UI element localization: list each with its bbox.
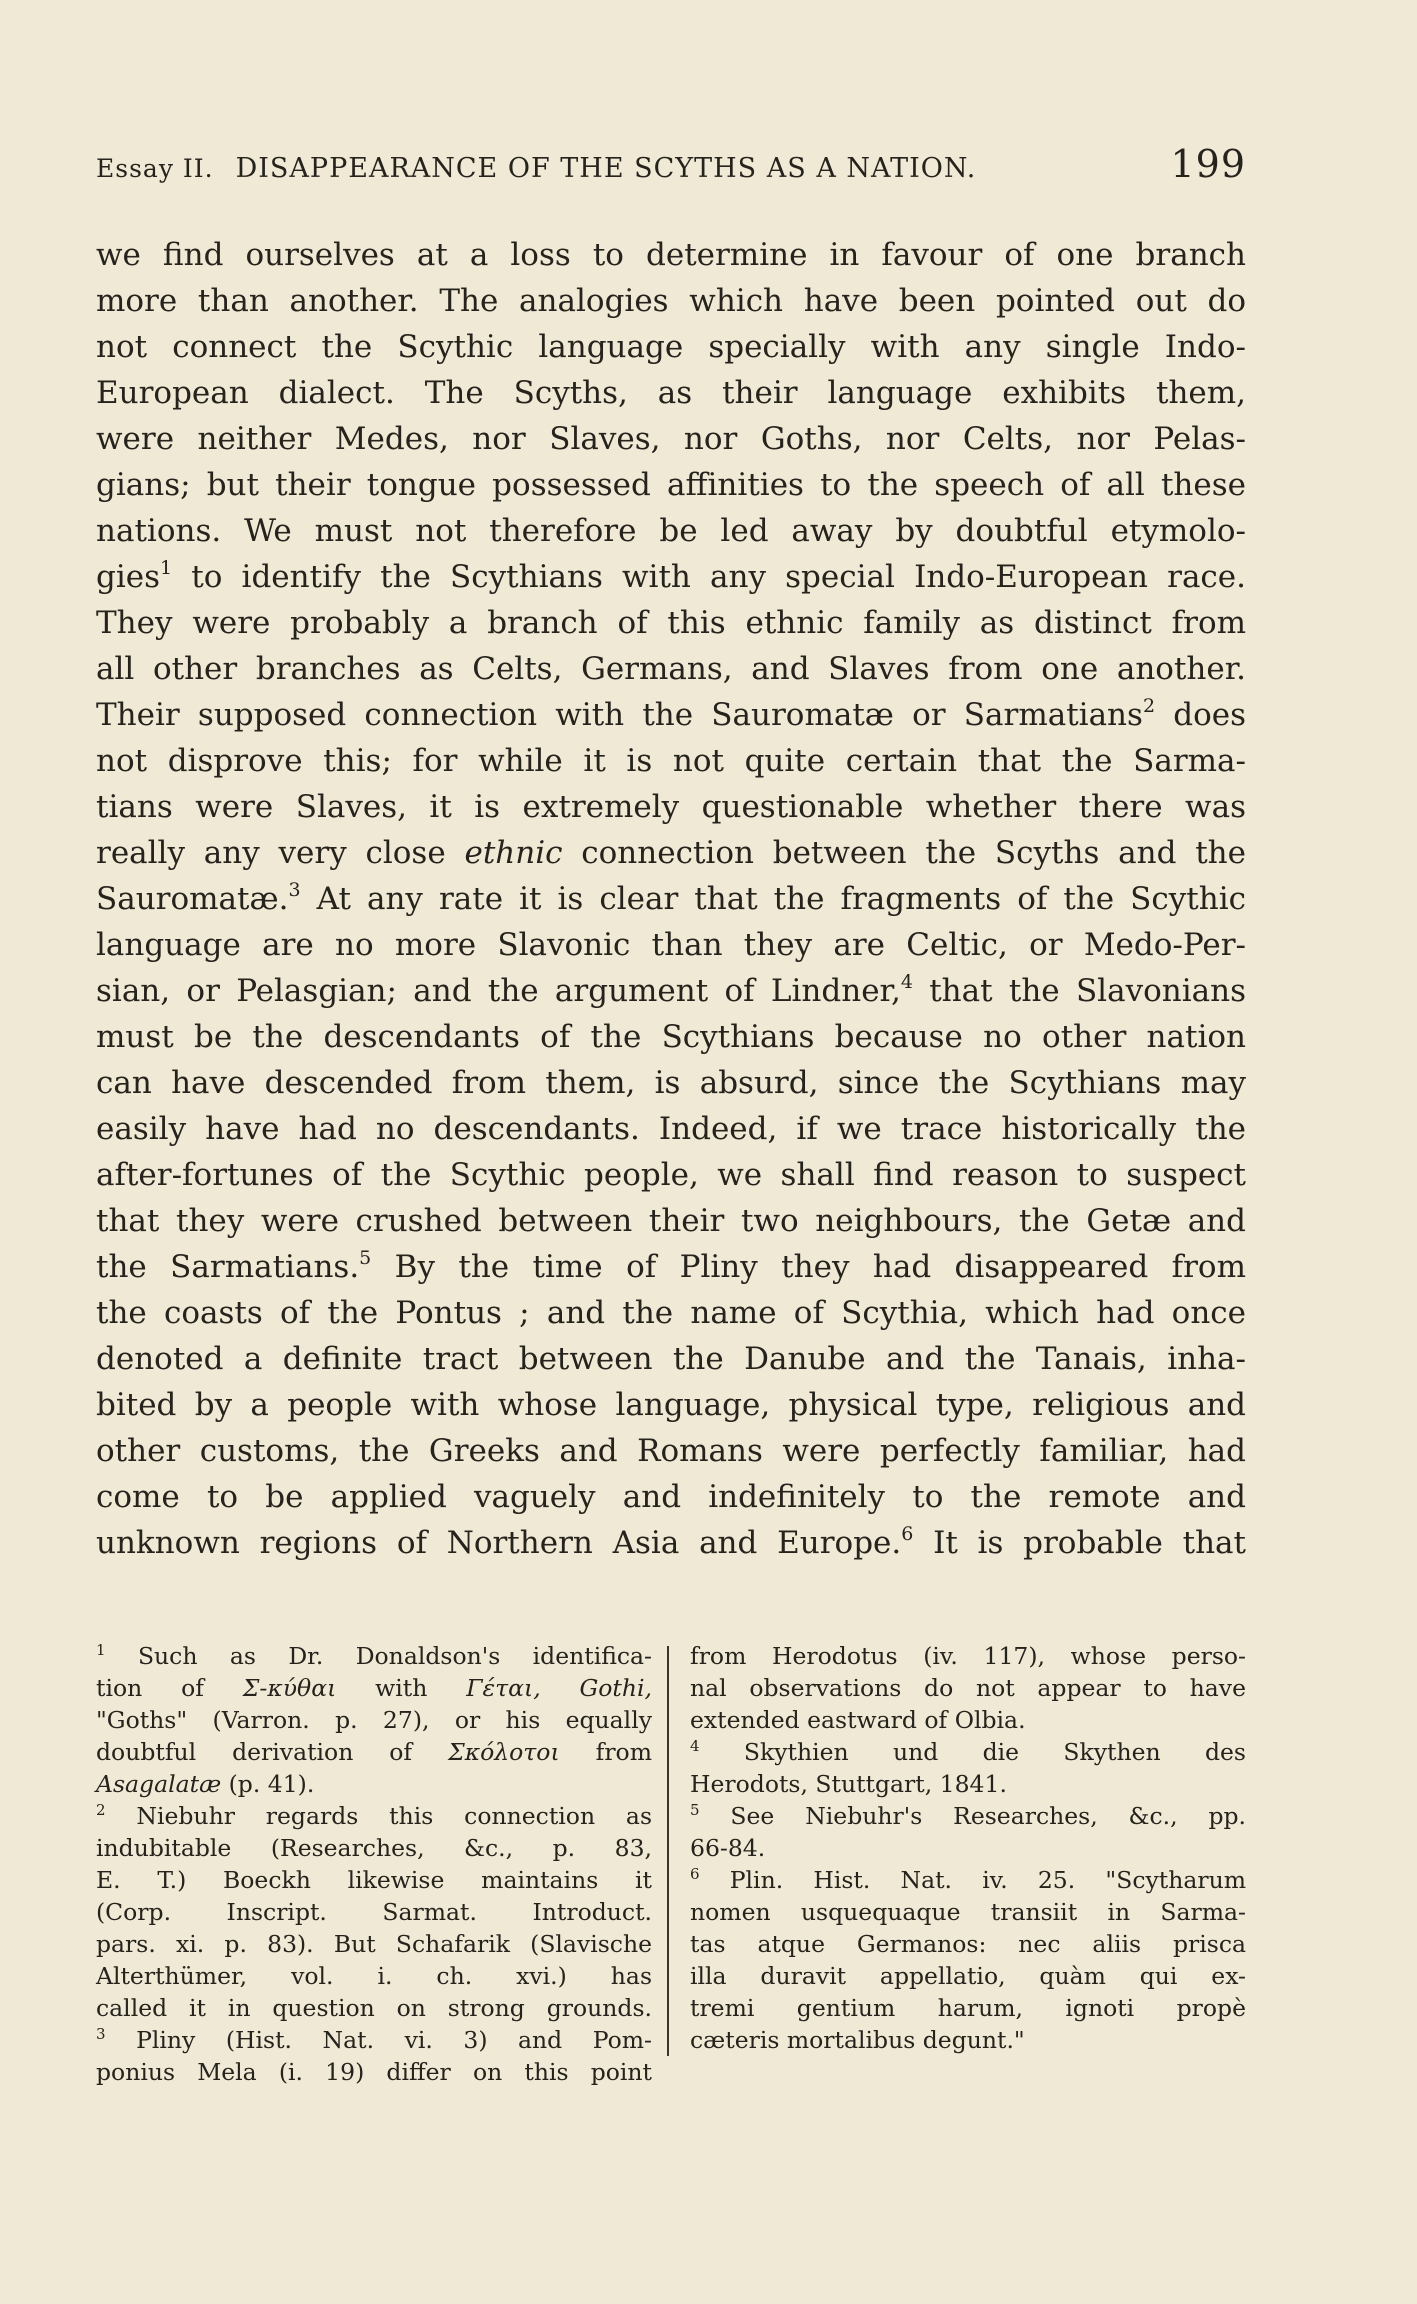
- body-line: [96, 1060, 1246, 1106]
- line-text: after-fortunes of the Scythic people, we shall find reason to suspect: [96, 1157, 1246, 1193]
- line-text-continued: that the Slavonians: [912, 973, 1246, 1009]
- italic-text: ethnic: [464, 835, 563, 871]
- footnote-line: [96, 1928, 652, 1960]
- body-line: [96, 692, 1246, 738]
- body-line: [96, 1382, 1246, 1428]
- footnote-line: [96, 1768, 652, 1800]
- line-text: indubitable (Researches, &c., p. 83,: [96, 1834, 652, 1862]
- body-line: [96, 738, 1246, 784]
- footnotes-right-column: [690, 1640, 1246, 2056]
- line-text: must be the descendants of the Scythians because no other nation: [96, 1019, 1246, 1055]
- line-text: really any very close: [96, 835, 465, 871]
- footnote-line: [96, 1864, 652, 1896]
- line-text: ponius Mela (i. 19) differ on this point: [96, 2058, 652, 2086]
- footnote-column-divider: [667, 1646, 669, 2056]
- line-text: denoted a definite tract between the Danube and the Tanais, inha-: [96, 1341, 1246, 1377]
- line-text: pars. xi. p. 83). But Schafarik (Slavische: [96, 1930, 652, 1958]
- body-line: [96, 1428, 1246, 1474]
- body-line: [96, 324, 1246, 370]
- line-text: Herodots, Stuttgart, 1841.: [690, 1770, 1007, 1798]
- footnote-marker: 1: [96, 1641, 106, 1659]
- footnote-line: [690, 1864, 1246, 1896]
- footnote-line: [690, 1896, 1246, 1928]
- italic-text: Asagalatæ: [96, 1770, 222, 1798]
- body-line: [96, 830, 1246, 876]
- footnote-line: [96, 1896, 652, 1928]
- body-line: [96, 278, 1246, 324]
- footnote-line: [690, 1640, 1246, 1672]
- body-line: [96, 1014, 1246, 1060]
- footnote-line: [96, 1992, 652, 2024]
- line-text-continued: to identify the Scythians with any special Indo-European race.: [172, 559, 1246, 595]
- running-header: [96, 142, 1246, 194]
- body-line: [96, 922, 1246, 968]
- footnote-marker: 3: [96, 2025, 106, 2043]
- line-text: E. T.) Boeckh likewise maintains it: [96, 1866, 652, 1894]
- footnote-line: [690, 2024, 1246, 2056]
- line-text: Niebuhr regards this connection as: [105, 1802, 652, 1830]
- body-line: [96, 1106, 1246, 1152]
- footnote-line: [690, 1992, 1246, 2024]
- body-line: [96, 370, 1246, 416]
- line-text: can have descended from them, is absurd, since the Scythians may: [96, 1065, 1246, 1101]
- footnote-line: [96, 1640, 652, 1672]
- footnote-reference: 5: [359, 1247, 372, 1269]
- line-text: cæteris mortalibus degunt.": [690, 2026, 1025, 2054]
- footnote-marker: 4: [690, 1737, 700, 1755]
- body-line: [96, 1474, 1246, 1520]
- body-line: [96, 508, 1246, 554]
- line-text: gians; but their tongue possessed affinities to the speech of all these: [96, 467, 1246, 503]
- footnote-line: [690, 1704, 1246, 1736]
- line-text: tas atque Germanos: nec aliis prisca: [690, 1930, 1246, 1958]
- line-text: other customs, the Greeks and Romans were perfectly familiar, had: [96, 1433, 1246, 1469]
- line-text-continued: from: [559, 1738, 652, 1766]
- footnote-line: [96, 1800, 652, 1832]
- footnote-line: [690, 1960, 1246, 1992]
- line-text: from Herodotus (iv. 117), whose perso-: [690, 1642, 1246, 1670]
- body-line: [96, 416, 1246, 462]
- line-text-continued: connection between the Scyths and the: [562, 835, 1246, 871]
- line-text: Skythien und die Skythen des: [699, 1738, 1246, 1766]
- line-text: the Sarmatians.: [96, 1249, 360, 1285]
- body-line: [96, 1152, 1246, 1198]
- body-line: [96, 876, 1246, 922]
- italic-text: Σ-κύθαι: [242, 1674, 337, 1702]
- line-text: were neither Medes, nor Slaves, nor Goths, nor Celts, nor Pelas-: [96, 421, 1246, 457]
- footnote-reference: 4: [900, 971, 913, 993]
- line-text: "Goths" (Varron. p. 27), or his equally: [96, 1706, 652, 1734]
- line-text-continued: By the time of Pliny they had disappeared from: [371, 1249, 1246, 1285]
- line-text: nations. We must not therefore be led away by doubtful etymolo-: [96, 513, 1246, 549]
- line-text: Their supposed connection with the Sauromatæ or Sarmatians: [96, 697, 1143, 733]
- footnote-line: [690, 1832, 1246, 1864]
- line-text-continued: (p. 41).: [221, 1770, 315, 1798]
- line-text: They were probably a branch of this ethnic family as distinct from: [96, 605, 1246, 641]
- line-text: gies: [96, 559, 161, 595]
- line-text: illa duravit appellatio, quàm qui ex-: [690, 1962, 1246, 1990]
- footnote-marker: 5: [690, 1801, 700, 1819]
- footnote-line: [96, 1832, 652, 1864]
- line-text: called it in question on strong grounds.: [96, 1994, 652, 2022]
- line-text-continued: At any rate it is clear that the fragments of the Scythic: [300, 881, 1246, 917]
- line-text: sian, or Pelasgian; and the argument of Lindner,: [96, 973, 901, 1009]
- body-line: [96, 232, 1246, 278]
- line-text: See Niebuhr's Researches, &c., pp.: [699, 1802, 1246, 1830]
- body-text: [96, 232, 1246, 1566]
- footnote-reference: 2: [1142, 695, 1156, 717]
- footnote-line: [690, 1928, 1246, 1960]
- page-number: 199: [1170, 142, 1246, 186]
- line-text: Alterthümer, vol. i. ch. xvi.) has: [96, 1962, 652, 1990]
- line-text: tion of: [96, 1674, 243, 1702]
- line-text: that they were crushed between their two neighbours, the Getæ and: [96, 1203, 1246, 1239]
- footnote-line: [96, 2056, 652, 2088]
- line-text: nal observations do not appear to have: [690, 1674, 1246, 1702]
- footnote-marker: 2: [96, 1801, 106, 1819]
- line-text-continued: with: [336, 1674, 467, 1702]
- line-text: Such as Dr. Donaldson's identifica-: [105, 1642, 652, 1670]
- footnote-line: [690, 1672, 1246, 1704]
- footnote-reference: 6: [901, 1523, 914, 1545]
- header-title: DISAPPEARANCE OF THE SCYTHS AS A NATION.: [235, 153, 977, 184]
- line-text: bited by a people with whose language, physical type, religious and: [96, 1387, 1246, 1423]
- line-text: not connect the Scythic language specially with any single Indo-: [96, 329, 1246, 365]
- footnote-reference: 3: [288, 879, 301, 901]
- footnote-line: [96, 1704, 652, 1736]
- line-text: 66-84.: [690, 1834, 766, 1862]
- footnote-line: [96, 1960, 652, 1992]
- line-text: we find ourselves at a loss to determine in favour of one branch: [96, 237, 1246, 273]
- line-text: tremi gentium harum, ignoti propè: [690, 1994, 1246, 2022]
- footnote-line: [690, 1768, 1246, 1800]
- footnote-marker: 6: [690, 1865, 700, 1883]
- line-text-continued: It is probable that: [913, 1525, 1246, 1561]
- body-line: [96, 968, 1246, 1014]
- line-text: not disprove this; for while it is not quite certain that the Sarma-: [96, 743, 1246, 779]
- body-line: [96, 1336, 1246, 1382]
- body-line: [96, 554, 1246, 600]
- footnote-line: [690, 1736, 1246, 1768]
- body-line: [96, 462, 1246, 508]
- header-essay-label: Essay II.: [96, 154, 214, 183]
- line-text: all other branches as Celts, Germans, and Slaves from one another.: [96, 651, 1246, 687]
- line-text: easily have had no descendants. Indeed, if we trace historically the: [96, 1111, 1246, 1147]
- footnote-line: [96, 2024, 652, 2056]
- body-line: [96, 1244, 1246, 1290]
- line-text: extended eastward of Olbia.: [690, 1706, 1026, 1734]
- line-text: Pliny (Hist. Nat. vi. 3) and Pom-: [105, 2026, 652, 2054]
- body-line: [96, 1290, 1246, 1336]
- body-line: [96, 1198, 1246, 1244]
- line-text: come to be applied vaguely and indefinitely to the remote and: [96, 1479, 1246, 1515]
- footnote-line: [96, 1736, 652, 1768]
- body-line: [96, 1520, 1246, 1566]
- line-text-continued: does: [1155, 697, 1246, 733]
- footnotes-left-column: [96, 1640, 652, 2088]
- line-text: nomen usquequaque transiit in Sarma-: [690, 1898, 1246, 1926]
- line-text: the coasts of the Pontus ; and the name of Scythia, which had once: [96, 1295, 1246, 1331]
- line-text: unknown regions of Northern Asia and Europe.: [96, 1525, 902, 1561]
- line-text: European dialect. The Scyths, as their language exhibits them,: [96, 375, 1246, 411]
- body-line: [96, 784, 1246, 830]
- line-text: (Corp. Inscript. Sarmat. Introduct.: [96, 1898, 652, 1926]
- line-text: language are no more Slavonic than they are Celtic, or Medo-Per-: [96, 927, 1246, 963]
- line-text: more than another. The analogies which have been pointed out do: [96, 283, 1246, 319]
- body-line: [96, 600, 1246, 646]
- line-text: Plin. Hist. Nat. iv. 25. "Scytharum: [699, 1866, 1246, 1894]
- footnote-reference: 1: [160, 557, 173, 579]
- body-line: [96, 646, 1246, 692]
- footnote-line: [690, 1800, 1246, 1832]
- italic-text: Σκόλοτοι: [448, 1738, 560, 1766]
- line-text: tians were Slaves, it is extremely questionable whether there was: [96, 789, 1246, 825]
- line-text: doubtful derivation of: [96, 1738, 449, 1766]
- footnote-line: [96, 1672, 652, 1704]
- line-text: Sauromatæ.: [96, 881, 289, 917]
- italic-text: Γέται, Gothi,: [466, 1674, 652, 1702]
